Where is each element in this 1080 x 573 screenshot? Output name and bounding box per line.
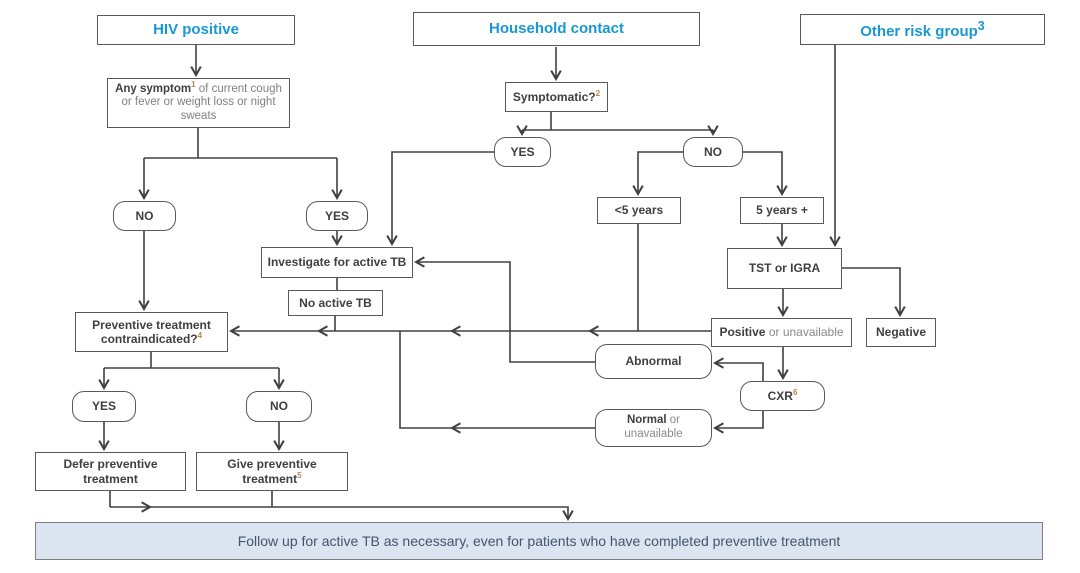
symptomatic-text: Symptomatic?$^2$ xyxy=(512,88,601,104)
no-hiv-pill: NO xyxy=(113,201,176,231)
symptomatic-box xyxy=(505,82,608,112)
follow-up-text: Follow up for active TB as necessary, even for patients who have completed preventive treatment xyxy=(237,533,841,549)
header-hiv-positive xyxy=(97,15,295,45)
contraindicated-text: Preventive treatment contraindicated?$^4$ xyxy=(92,317,211,346)
investigate-active-tb-box: Investigate for active TB xyxy=(261,247,413,278)
give-text: Give preventive treatment$^5$ xyxy=(227,457,317,486)
defer-preventive-treatment-box: Defer preventive treatment xyxy=(35,452,186,491)
any-symptom-box xyxy=(107,78,290,128)
no-active-tb-box: No active TB xyxy=(288,290,383,316)
header-household-label: Household contact xyxy=(488,20,624,38)
negative-box: Negative xyxy=(866,318,936,347)
yes-hiv-pill: YES xyxy=(306,201,368,231)
preventive-treatment-contraindicated-box xyxy=(75,312,228,352)
header-other-risk-group xyxy=(800,14,1045,45)
under-5-years-box: <5 years xyxy=(597,197,681,224)
yes-contraindicated-pill: YES xyxy=(72,391,136,422)
header-other-label: Other risk group$^3$ xyxy=(860,18,985,40)
no-contraindicated-pill: NO xyxy=(246,391,312,422)
positive-text: Positive or unavailable xyxy=(719,325,844,340)
give-preventive-treatment-box xyxy=(196,452,348,491)
follow-up-banner xyxy=(35,522,1043,560)
no-household-pill: NO xyxy=(683,137,743,167)
abnormal-pill: Abnormal xyxy=(595,344,712,379)
cxr-pill xyxy=(740,381,825,411)
positive-or-unavailable-box xyxy=(711,318,852,347)
header-hiv-label: HIV positive xyxy=(153,21,239,39)
cxr-text: CXR$^6$ xyxy=(767,387,798,403)
header-household-contact xyxy=(413,12,700,46)
any-symptom-text: Any symptom$^1$ of current cough or fever or weight loss or night sweats xyxy=(115,79,282,122)
yes-household-pill: YES xyxy=(494,137,551,167)
normal-or-unavailable-pill xyxy=(595,409,712,447)
tst-or-igra-box: TST or IGRA xyxy=(727,248,842,289)
5-years-plus-box: 5 years + xyxy=(740,197,824,224)
normal-text: Normal or unavailable xyxy=(624,414,683,440)
